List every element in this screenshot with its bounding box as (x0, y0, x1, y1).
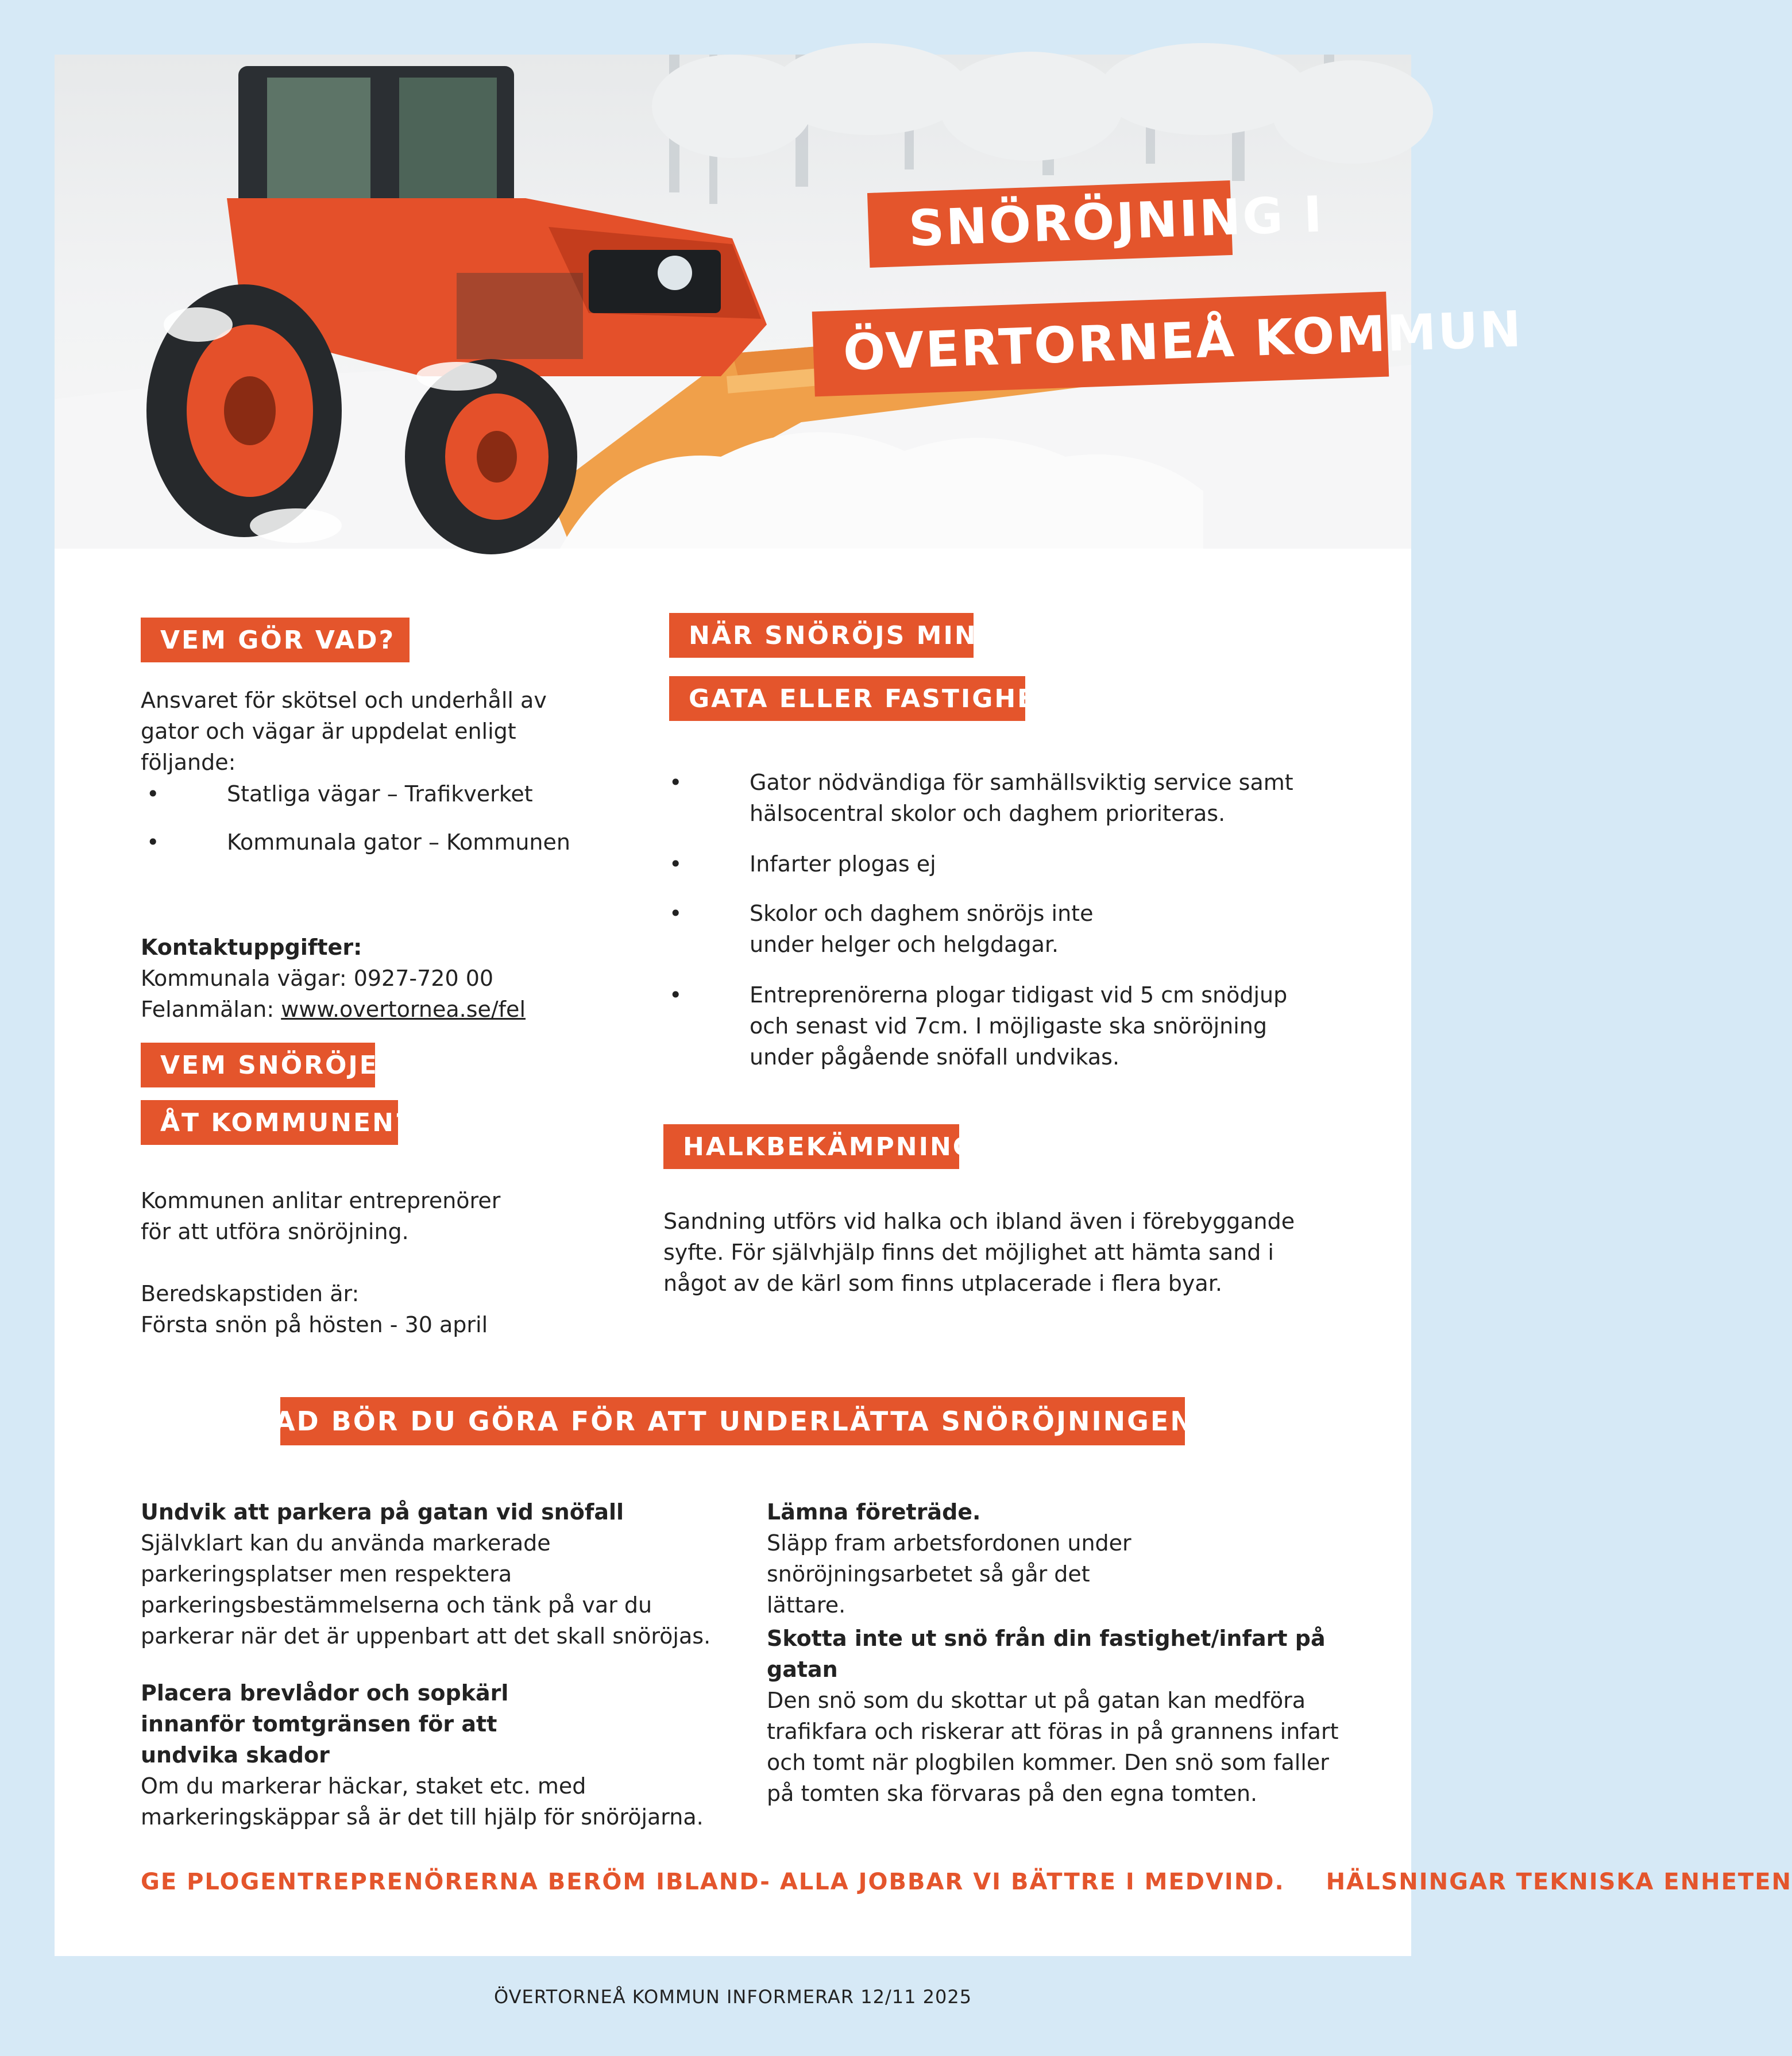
tip-text: Släpp fram arbetsfordonen under snöröjningsarbetet så går det lättare. (767, 1530, 1131, 1618)
footer-slogan-line (141, 1869, 1792, 1895)
responsibility-list (146, 778, 594, 875)
tip-right-1 (767, 1496, 1146, 1621)
flyer-sheet (55, 55, 1792, 1956)
list-item: • Gator nödvändiga för samhällsviktig service samt hälsocentral skolor och daghem prioriteras. (669, 770, 1293, 826)
hero-title-line2: ÖVERTORNEÅ KOMMUN (812, 292, 1389, 397)
section-heading-vem-snorojer-line1: VEM SNÖRÖJER (141, 1043, 375, 1087)
contact-heading: Kontaktuppgifter: (141, 935, 362, 960)
list-item: • Kommunala gator – Kommunen (146, 830, 570, 855)
section-heading-halkbekampning: HALKBEKÄMPNING (663, 1124, 959, 1169)
list-item: • Statliga vägar – Trafikverket (146, 781, 533, 807)
tip-title: Lämna företräde. (767, 1499, 981, 1525)
list-item: • Entreprenörerna plogar tidigast vid 5 cm snödjup och senast vid 7cm. I möjligaste ska snöröjning under pågående snöfall undvikas. (669, 982, 1288, 1070)
section-heading-nar-snorojs-line1: NÄR SNÖRÖJS MIN (669, 613, 974, 658)
tip-text: Den snö som du skottar ut på gatan kan medföra trafikfara och riskerar att föras in på grannens infart och tomt när plogbilen kommer. Den snö som faller på tomten ska förvaras på den egna tomten. (767, 1688, 1339, 1806)
report-line (141, 994, 589, 1025)
footer-signoff: HÄLSNINGAR TEKNISKA ENHETEN (1326, 1869, 1792, 1895)
hero-image (55, 55, 1524, 549)
tip-text: Om du markerar häckar, staket etc. med markeringskäppar så är det till hjälp för snöröjarna. (141, 1773, 704, 1830)
list-item: • Skolor och daghem snöröjs inte under helger och helgdagar. (669, 901, 1094, 957)
halkbekampning-text: Sandning utförs vid halka och ibland även i förebyggande syfte. För självhjälp finns det möjlighet att hämta sand i något av de kärl som finns utplacerade i flera byar. (663, 1209, 1295, 1296)
tip-title: Placera brevlådor och sopkärl innanför tomtgränsen för att undvika skador (141, 1680, 509, 1768)
contact-roads-phone: Kommunala vägar: 0927-720 00 (141, 966, 494, 991)
preparedness-label: Beredskapstiden är: (141, 1281, 360, 1306)
vem-gor-vad-intro: Ansvaret för skötsel och underhåll av gator och vägar är uppdelat enligt följande: (141, 688, 547, 775)
section-heading-vem-snorojer-line2: ÅT KOMMUNEN? (141, 1100, 398, 1145)
tip-left-2 (141, 1677, 704, 1833)
page-footer-note: ÖVERTORNEÅ KOMMUN INFORMERAR 12/11 2025 (493, 1986, 972, 2008)
preparedness-period: Första snön på hösten - 30 april (141, 1312, 488, 1337)
tip-right-2 (767, 1623, 1341, 1809)
tip-left-1 (141, 1496, 715, 1652)
tip-text: Självklart kan du använda markerade parkeringsplatser men respektera parkeringsbestämmelserna och tänk på var du parkerar när det är uppenbart att det skall snöröjas. (141, 1530, 711, 1649)
section-heading-vad-bor: VAD BÖR DU GÖRA FÖR ATT UNDERLÄTTA SNÖRÖJNINGEN? (280, 1397, 1185, 1445)
tip-title: Undvik att parkera på gatan vid snöfall (141, 1499, 624, 1525)
contractor-text: Kommunen anlitar entreprenörer för att utföra snöröjning. (141, 1188, 501, 1244)
section-heading-nar-snorojs-line2: GATA ELLER FASTIGHET? (669, 676, 1025, 721)
tip-title: Skotta inte ut snö från din fastighet/infart på gatan (767, 1626, 1326, 1682)
list-item: • Infarter plogas ej (669, 851, 936, 877)
footer-slogan: GE PLOGENTREPRENÖRERNA BERÖM IBLAND- ALLA JOBBAR VI BÄTTRE I MEDVIND. (141, 1869, 1285, 1895)
report-link[interactable]: www.overtornea.se/fel (281, 997, 526, 1022)
hero-title-line1: SNÖRÖJNING I (867, 180, 1233, 268)
priority-list (669, 767, 1358, 1077)
section-heading-vem-gor-vad: VEM GÖR VAD? (141, 618, 410, 662)
report-label: Felanmälan: (141, 997, 281, 1022)
